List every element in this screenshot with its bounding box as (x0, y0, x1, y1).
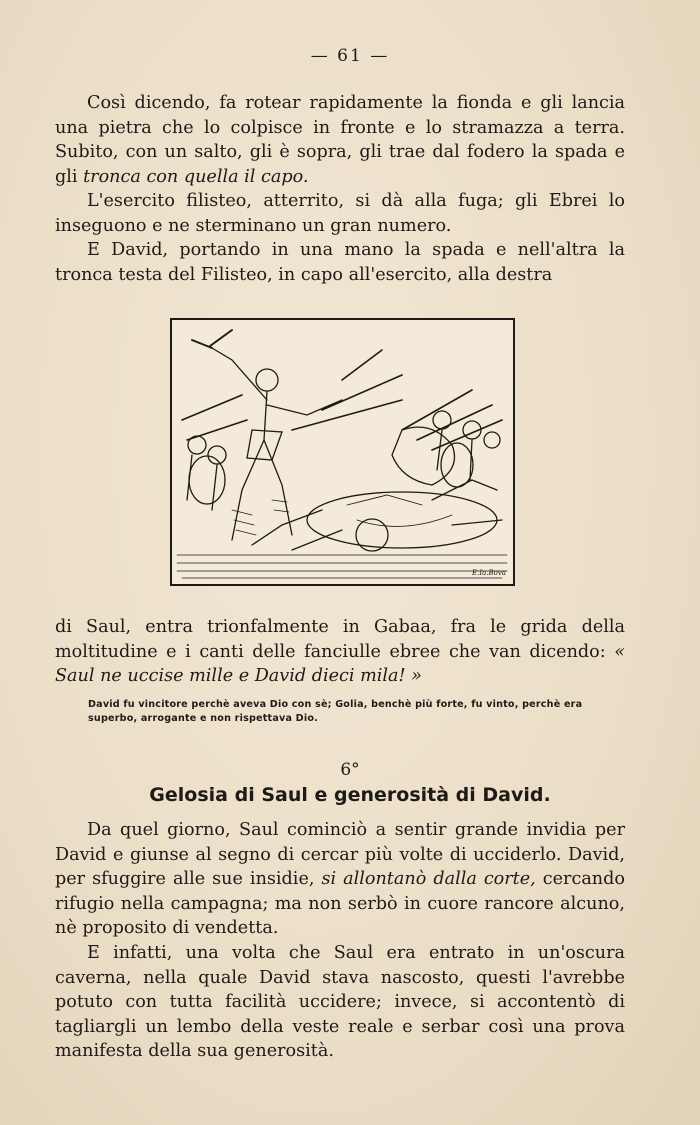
paragraph-after-figure-text: di Saul, entra trionfalmente in Gabaa, fra le grida della moltitudine e i canti delle fanciulle ebree che van dicendo: (55, 617, 625, 662)
paragraph-1-text: Così dicendo, fa rotear rapidamente la fionda e gli lancia una pietra che lo colpisce in fronte e lo stramazza a terra. Subito, con un salto, gli è sopra, gli trae dal fodero la spada e gli (55, 93, 625, 187)
page-number: — 61 — (310, 46, 390, 66)
paragraph-4-italic: si allontanò dalla corte, (321, 869, 536, 890)
paragraph-4-text-end: cercando rifugio nella campagna; ma non serbò in cuore rancore alcuno, nè proposito di vendetta. (55, 869, 625, 939)
paragraph-1 (55, 91, 625, 189)
figure-caption: David fu vincitore perchè aveva Dio con sè; Golia, benchè più forte, fu vinto, perchè era superbo, arrogante e non rispettava Dio. (88, 699, 583, 724)
quote-italic: « Saul ne uccise mille e David dieci mila! » (55, 641, 625, 687)
section-title: Gelosia di Saul e generosità di David. (149, 784, 551, 806)
paragraph-4 (55, 818, 625, 941)
artist-signature: E.Ia.Bova (472, 569, 506, 577)
battle-scene-engraving-icon (172, 320, 513, 584)
paragraph-1-italic: tronca con quella il capo. (83, 166, 309, 187)
paragraph-3: E David, portando in una mano la spada e nell'altra la tronca testa del Filisteo, in capo all'esercito, alla destra (55, 240, 625, 285)
paragraph-after-figure (55, 615, 625, 689)
paragraph-5: E infatti, una volta che Saul era entrato in un'oscura caverna, nella quale David stava nascosto, questi l'avrebbe potuto con tutta facilità uccidere; invece, si accontentò di tagliargli un lembo della veste reale e serbar così una prova manifesta della sua generosità. (55, 943, 625, 1062)
section-number: 6° (340, 760, 360, 780)
paragraph-4-text: Da quel giorno, Saul cominciò a sentir grande invidia per David e giunse al segno di cercar più volte di ucciderlo. David, per sfuggire alle sue insidie, (55, 820, 625, 890)
paragraph-2: L'esercito filisteo, atterrito, si dà alla fuga; gli Ebrei lo inseguono e ne sterminano un gran numero. (55, 191, 625, 236)
battle-illustration (170, 318, 515, 586)
